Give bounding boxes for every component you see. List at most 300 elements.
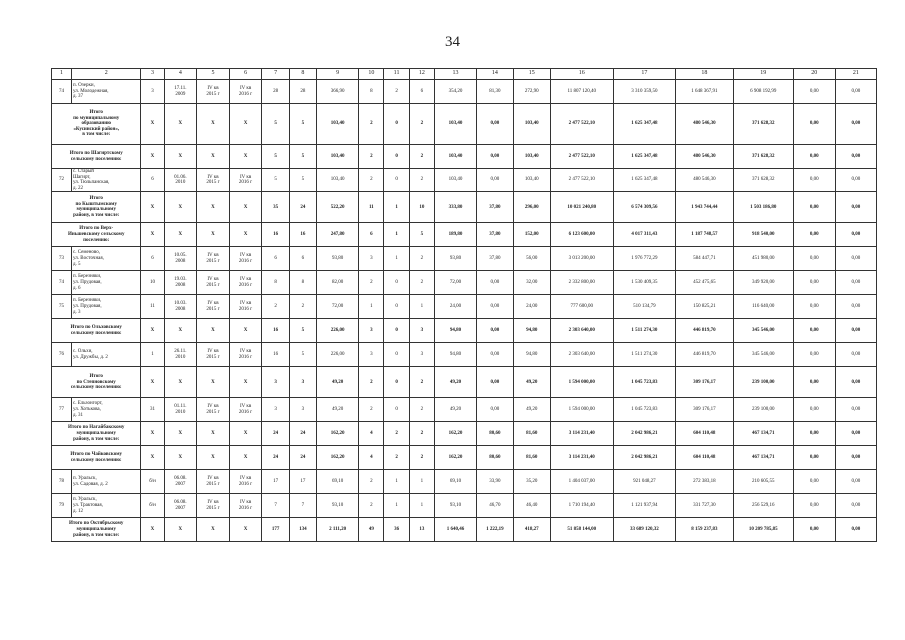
table-cell: Х — [229, 518, 262, 542]
table-cell: IV кв 2016 г — [229, 343, 262, 367]
table-cell: 1 648 367,91 — [675, 80, 733, 104]
table-cell: 366,90 — [317, 80, 359, 104]
table-cell: 103,40 — [513, 145, 550, 169]
table-cell: 0,00 — [793, 470, 835, 494]
table-cell: 2 477 522,10 — [550, 169, 613, 192]
table-cell: б/н — [141, 494, 164, 518]
table-cell: 1 640,46 — [434, 518, 476, 542]
table-cell: 0,00 — [835, 295, 876, 319]
table-cell: 152,00 — [513, 223, 550, 247]
table-cell: 189,80 — [434, 223, 476, 247]
table-cell: 345 546,00 — [733, 343, 793, 367]
table-cell: IV кв 2016 г — [229, 295, 262, 319]
table-cell: 5 — [262, 169, 289, 192]
column-header: 15 — [513, 69, 550, 80]
table-cell: 0,00 — [835, 271, 876, 295]
table-cell: 510 134,79 — [613, 295, 675, 319]
table-cell: 0 — [384, 398, 409, 422]
table-cell: 0,00 — [477, 145, 514, 169]
table-cell: 72,00 — [317, 295, 359, 319]
table-cell: 3 — [359, 319, 384, 343]
table-cell: 0,00 — [835, 319, 876, 343]
table-cell: 31 — [141, 398, 164, 422]
table-cell: Итого по Чайковскому сельскому поселению: — [52, 446, 141, 470]
table-cell: 480 546,30 — [675, 145, 733, 169]
table-cell: 11 807 120,40 — [550, 80, 613, 104]
table-cell: Итого по Октябрьскому муниципальному району, в том числе: — [52, 518, 141, 542]
table-cell: 5 — [289, 145, 316, 169]
table-cell: 116 640,00 — [733, 295, 793, 319]
table-cell: 78 — [52, 470, 72, 494]
table-cell: 8 — [359, 80, 384, 104]
table-cell: 28 — [289, 80, 316, 104]
table-cell: Итого по Верх- Иньшевскому сельскому поселению: — [52, 223, 141, 247]
table-cell: 210 605,55 — [733, 470, 793, 494]
table-cell: 2 — [409, 145, 434, 169]
table-cell: Х — [229, 367, 262, 398]
table-cell: 82,00 — [317, 271, 359, 295]
table-cell: IV кв 2015 г — [197, 494, 230, 518]
table-cell: 1 045 723,83 — [613, 398, 675, 422]
table-cell: Х — [164, 145, 197, 169]
column-header: 14 — [477, 69, 514, 80]
table-cell: 2 303 640,00 — [550, 319, 613, 343]
table-cell: 49,20 — [317, 398, 359, 422]
table-cell: 0,00 — [793, 271, 835, 295]
table-cell: 777 600,00 — [550, 295, 613, 319]
table-cell: 69,10 — [434, 470, 476, 494]
table-cell: 49,20 — [317, 367, 359, 398]
table-cell: 272,90 — [513, 80, 550, 104]
column-header: 16 — [550, 69, 613, 80]
table-cell: 6 — [359, 223, 384, 247]
table-cell: 73 — [52, 247, 72, 271]
table-cell: 256 529,16 — [733, 494, 793, 518]
table-cell: 2 — [409, 367, 434, 398]
table-cell: 77 — [52, 398, 72, 422]
table-cell: 349 920,00 — [733, 271, 793, 295]
table-cell: 103,40 — [434, 169, 476, 192]
table-cell: 16 — [262, 223, 289, 247]
table-cell: 3 — [262, 367, 289, 398]
table-cell: Х — [164, 223, 197, 247]
column-header: 5 — [197, 69, 230, 80]
table-cell: 17 — [262, 470, 289, 494]
table-cell: Х — [229, 319, 262, 343]
table-cell: 24,00 — [434, 295, 476, 319]
table-cell: 333,80 — [434, 192, 476, 223]
housing-table-container — [51, 68, 877, 542]
column-header: 13 — [434, 69, 476, 80]
table-cell: 2 — [409, 446, 434, 470]
table-cell: Итого по Кыштымскому муниципальному району, в том числе: — [52, 192, 141, 223]
table-cell: 13 — [409, 518, 434, 542]
table-cell: 345 546,00 — [733, 319, 793, 343]
table-cell: Х — [229, 223, 262, 247]
table-cell: 72 — [52, 169, 72, 192]
table-cell: 5 — [289, 169, 316, 192]
table-cell: 10.05. 2008 — [164, 247, 197, 271]
column-header: 6 — [229, 69, 262, 80]
table-cell: 103,40 — [513, 169, 550, 192]
table-cell: 2 477 522,10 — [550, 104, 613, 145]
table-cell: 2 — [409, 169, 434, 192]
table-cell: 49,20 — [513, 398, 550, 422]
table-cell: 0,00 — [793, 169, 835, 192]
table-cell: 06.08. 2007 — [164, 494, 197, 518]
table-cell: 74 — [52, 271, 72, 295]
table-cell: 0 — [384, 271, 409, 295]
table-cell: Х — [164, 446, 197, 470]
table-row — [52, 247, 877, 271]
table-cell: 0,00 — [477, 398, 514, 422]
table-cell: 5 — [289, 343, 316, 367]
table-cell: 162,20 — [434, 446, 476, 470]
table-cell: 480 546,30 — [675, 104, 733, 145]
table-row — [52, 398, 877, 422]
table-cell: 1 511 274,30 — [613, 343, 675, 367]
table-cell: 5 — [262, 145, 289, 169]
table-cell: 3 310 359,50 — [613, 80, 675, 104]
table-cell: Х — [229, 145, 262, 169]
table-cell: Х — [197, 319, 230, 343]
table-cell: 49,20 — [513, 367, 550, 398]
table-cell: 1 — [384, 494, 409, 518]
table-cell: 1 222,19 — [477, 518, 514, 542]
header-row — [52, 69, 877, 80]
table-cell: 446 819,70 — [675, 343, 733, 367]
table-cell: п. Озерки, ул. Молодежная, д. 37 — [71, 80, 140, 104]
table-cell: 0,00 — [835, 104, 876, 145]
table-cell: 2 477 522,10 — [550, 145, 613, 169]
table-cell: 3 114 231,40 — [550, 422, 613, 446]
table-cell: 0 — [384, 319, 409, 343]
total-row — [52, 319, 877, 343]
table-cell: 8 — [262, 271, 289, 295]
table-cell: 49,20 — [434, 367, 476, 398]
table-cell: 10 021 240,80 — [550, 192, 613, 223]
table-cell: 103,40 — [317, 169, 359, 192]
table-cell: 226,00 — [317, 319, 359, 343]
table-cell: 103,40 — [434, 104, 476, 145]
table-cell: 0,00 — [835, 169, 876, 192]
table-cell: 522,20 — [317, 192, 359, 223]
table-cell: 604 110,48 — [675, 446, 733, 470]
table-cell: 0,00 — [793, 518, 835, 542]
table-cell: 24 — [289, 422, 316, 446]
table-cell: Х — [141, 223, 164, 247]
table-cell: 0,00 — [793, 422, 835, 446]
table-cell: 0,00 — [793, 446, 835, 470]
table-cell: 6 — [141, 247, 164, 271]
table-cell: 6 574 309,56 — [613, 192, 675, 223]
table-cell: 74 — [52, 80, 72, 104]
column-header: 17 — [613, 69, 675, 80]
table-cell: 2 — [409, 247, 434, 271]
table-cell: 0,00 — [477, 295, 514, 319]
table-cell: 3 — [141, 80, 164, 104]
table-cell: 80,60 — [477, 446, 514, 470]
table-cell: 79 — [52, 494, 72, 518]
table-cell: 51 858 144,00 — [550, 518, 613, 542]
table-cell: 2 — [384, 80, 409, 104]
table-cell: IV кв 2015 г — [197, 398, 230, 422]
table-cell: 24,00 — [513, 295, 550, 319]
page-number: 34 — [445, 34, 460, 50]
table-cell: 3 — [409, 319, 434, 343]
table-cell: 94,80 — [513, 343, 550, 367]
table-cell: 1 121 937,94 — [613, 494, 675, 518]
column-header: 4 — [164, 69, 197, 80]
table-cell: 0,00 — [477, 271, 514, 295]
table-cell: Х — [197, 518, 230, 542]
table-cell: IV кв 2016 г — [229, 80, 262, 104]
table-cell: 4 — [359, 422, 384, 446]
table-cell: Х — [229, 192, 262, 223]
table-cell: 5 — [262, 104, 289, 145]
table-cell: 8 — [289, 271, 316, 295]
table-cell: 32,00 — [513, 271, 550, 295]
table-cell: Х — [229, 422, 262, 446]
table-cell: 37,80 — [477, 247, 514, 271]
table-cell: 7 — [289, 494, 316, 518]
table-cell: 2 — [289, 295, 316, 319]
table-row — [52, 343, 877, 367]
table-cell: IV кв 2016 г — [229, 169, 262, 192]
table-cell: 36 — [384, 518, 409, 542]
table-cell: Х — [164, 192, 197, 223]
table-cell: 1 — [384, 470, 409, 494]
table-cell: 81,60 — [513, 422, 550, 446]
table-cell: 1 511 274,30 — [613, 319, 675, 343]
table-cell: 81,60 — [513, 446, 550, 470]
table-cell: 2 — [384, 422, 409, 446]
table-cell: 2 — [359, 271, 384, 295]
table-cell: 2 332 800,00 — [550, 271, 613, 295]
table-cell: 2 — [409, 104, 434, 145]
table-cell: 467 134,71 — [733, 422, 793, 446]
table-cell: 2 303 640,00 — [550, 343, 613, 367]
table-cell: 1 594 000,00 — [550, 398, 613, 422]
table-cell: 94,80 — [513, 319, 550, 343]
table-cell: 1 503 186,80 — [733, 192, 793, 223]
table-cell: 16 — [289, 223, 316, 247]
table-cell: 17.11. 2009 — [164, 80, 197, 104]
table-cell: 371 628,32 — [733, 169, 793, 192]
table-cell: 103,40 — [513, 104, 550, 145]
table-cell: 331 727,30 — [675, 494, 733, 518]
table-cell: 33,90 — [477, 470, 514, 494]
table-cell: 6 — [289, 247, 316, 271]
table-cell: 0 — [384, 295, 409, 319]
table-cell: 93,10 — [317, 494, 359, 518]
housing-table — [51, 68, 877, 542]
table-cell: 1 594 000,00 — [550, 367, 613, 398]
table-cell: 239 100,00 — [733, 398, 793, 422]
table-cell: 33 689 120,32 — [613, 518, 675, 542]
table-cell: Х — [164, 518, 197, 542]
table-cell: 0,00 — [793, 295, 835, 319]
table-cell: Х — [197, 446, 230, 470]
table-cell: 1 625 347,48 — [613, 169, 675, 192]
table-cell: 0,00 — [793, 223, 835, 247]
table-cell: 49,20 — [434, 398, 476, 422]
total-row — [52, 223, 877, 247]
table-cell: Итого по Степновскому сельскому поселению: — [52, 367, 141, 398]
table-row — [52, 80, 877, 104]
table-cell: 150 825,21 — [675, 295, 733, 319]
table-cell: 1 — [141, 343, 164, 367]
column-header: 18 — [675, 69, 733, 80]
table-cell: IV кв 2016 г — [229, 398, 262, 422]
table-cell: 0,00 — [835, 192, 876, 223]
table-cell: 467 134,71 — [733, 446, 793, 470]
table-cell: 11 — [359, 192, 384, 223]
table-cell: 35,20 — [513, 470, 550, 494]
table-cell: 2 — [409, 422, 434, 446]
table-cell: 16 — [262, 343, 289, 367]
table-cell: Х — [141, 319, 164, 343]
total-row — [52, 192, 877, 223]
table-cell: Х — [197, 422, 230, 446]
table-cell: Х — [141, 367, 164, 398]
table-cell: п. Березняки, ул. Прудовая, д. 3 — [71, 295, 140, 319]
table-cell: Итого по Шагиртскому сельскому поселению: — [52, 145, 141, 169]
table-cell: 451 980,00 — [733, 247, 793, 271]
table-cell: 1 710 194,40 — [550, 494, 613, 518]
table-cell: 24 — [289, 446, 316, 470]
table-cell: 0,00 — [835, 343, 876, 367]
table-cell: 2 — [409, 398, 434, 422]
table-cell: 0,00 — [835, 367, 876, 398]
table-cell: 0,00 — [793, 145, 835, 169]
table-cell: 24 — [262, 446, 289, 470]
column-header: 20 — [793, 69, 835, 80]
table-cell: 2 — [359, 367, 384, 398]
table-cell: 2 — [359, 169, 384, 192]
table-cell: Х — [197, 145, 230, 169]
table-cell: 0,00 — [477, 169, 514, 192]
table-cell: 10 — [409, 192, 434, 223]
table-cell: 1 — [409, 470, 434, 494]
table-cell: 46,40 — [513, 494, 550, 518]
table-cell: 3 — [289, 398, 316, 422]
table-cell: 0,00 — [793, 247, 835, 271]
table-cell: Х — [164, 367, 197, 398]
column-header: 11 — [384, 69, 409, 80]
table-cell: 1 — [409, 494, 434, 518]
column-header: 9 — [317, 69, 359, 80]
table-cell: 371 628,32 — [733, 104, 793, 145]
table-cell: 2 — [359, 104, 384, 145]
table-cell: 162,20 — [317, 422, 359, 446]
table-cell: 584 447,71 — [675, 247, 733, 271]
table-cell: 10 209 785,85 — [733, 518, 793, 542]
table-cell: 1 — [384, 192, 409, 223]
column-header: 1 — [52, 69, 72, 80]
table-cell: с. Ельзонгорт, ул. Хотькова, д. 31 — [71, 398, 140, 422]
table-cell: 93,10 — [434, 494, 476, 518]
total-row — [52, 145, 877, 169]
table-cell: Х — [197, 104, 230, 145]
table-cell: 16 — [262, 319, 289, 343]
table-cell: 0,00 — [835, 247, 876, 271]
table-cell: 56,00 — [513, 247, 550, 271]
table-cell: 5 — [289, 319, 316, 343]
table-cell: IV кв 2015 г — [197, 169, 230, 192]
table-row — [52, 271, 877, 295]
table-cell: 0,00 — [793, 494, 835, 518]
table-cell: 3 — [262, 398, 289, 422]
table-cell: 296,00 — [513, 192, 550, 223]
table-cell: 103,40 — [434, 145, 476, 169]
column-header: 21 — [835, 69, 876, 80]
table-cell: 46,70 — [477, 494, 514, 518]
table-cell: 28 — [262, 80, 289, 104]
table-cell: 6 908 192,99 — [733, 80, 793, 104]
table-cell: 3 — [359, 343, 384, 367]
table-cell: IV кв 2016 г — [229, 470, 262, 494]
column-header: 3 — [141, 69, 164, 80]
table-cell: Х — [141, 446, 164, 470]
table-cell: 0,00 — [793, 80, 835, 104]
table-cell: 75 — [52, 295, 72, 319]
table-cell: 72,00 — [434, 271, 476, 295]
table-cell: 3 — [409, 343, 434, 367]
table-cell: 0,00 — [835, 80, 876, 104]
table-cell: 94,80 — [434, 343, 476, 367]
table-cell: Х — [197, 223, 230, 247]
table-cell: 2 042 986,21 — [613, 422, 675, 446]
table-cell: с. Старый Шагирт, ул. Тюльпанская, д. 22 — [71, 169, 140, 192]
table-cell: 309 176,17 — [675, 398, 733, 422]
table-cell: IV кв 2015 г — [197, 271, 230, 295]
table-cell: 0,00 — [477, 367, 514, 398]
table-cell: Итого по муниципальному образованию «Кусинский район», в том числе: — [52, 104, 141, 145]
table-cell: 0,00 — [793, 319, 835, 343]
column-header: 10 — [359, 69, 384, 80]
table-cell: Х — [141, 192, 164, 223]
table-cell: 103,40 — [317, 145, 359, 169]
table-cell: 4 — [359, 446, 384, 470]
table-cell: 94,80 — [434, 319, 476, 343]
table-cell: IV кв 2015 г — [197, 247, 230, 271]
table-cell: Итого по Ольховскому сельскому поселению: — [52, 319, 141, 343]
table-cell: 7 — [262, 494, 289, 518]
table-cell: 93,80 — [317, 247, 359, 271]
table-cell: 1 943 744,44 — [675, 192, 733, 223]
table-cell: 0,00 — [477, 343, 514, 367]
table-cell: IV кв 2015 г — [197, 343, 230, 367]
table-cell: 480 546,30 — [675, 169, 733, 192]
table-cell: 2 — [262, 295, 289, 319]
table-cell: 0 — [384, 145, 409, 169]
table-cell: 371 628,32 — [733, 145, 793, 169]
table-cell: 6 — [141, 169, 164, 192]
table-cell: 2 — [409, 271, 434, 295]
table-cell: IV кв 2016 г — [229, 271, 262, 295]
table-cell: 1 — [384, 247, 409, 271]
table-cell: 3 — [289, 367, 316, 398]
column-header: 8 — [289, 69, 316, 80]
table-cell: 1 045 723,83 — [613, 367, 675, 398]
table-cell: 162,20 — [317, 446, 359, 470]
table-cell: 0 — [384, 367, 409, 398]
table-cell: 0,00 — [793, 343, 835, 367]
table-cell: 2 111,20 — [317, 518, 359, 542]
table-cell: 3 013 200,00 — [550, 247, 613, 271]
table-cell: Х — [164, 422, 197, 446]
